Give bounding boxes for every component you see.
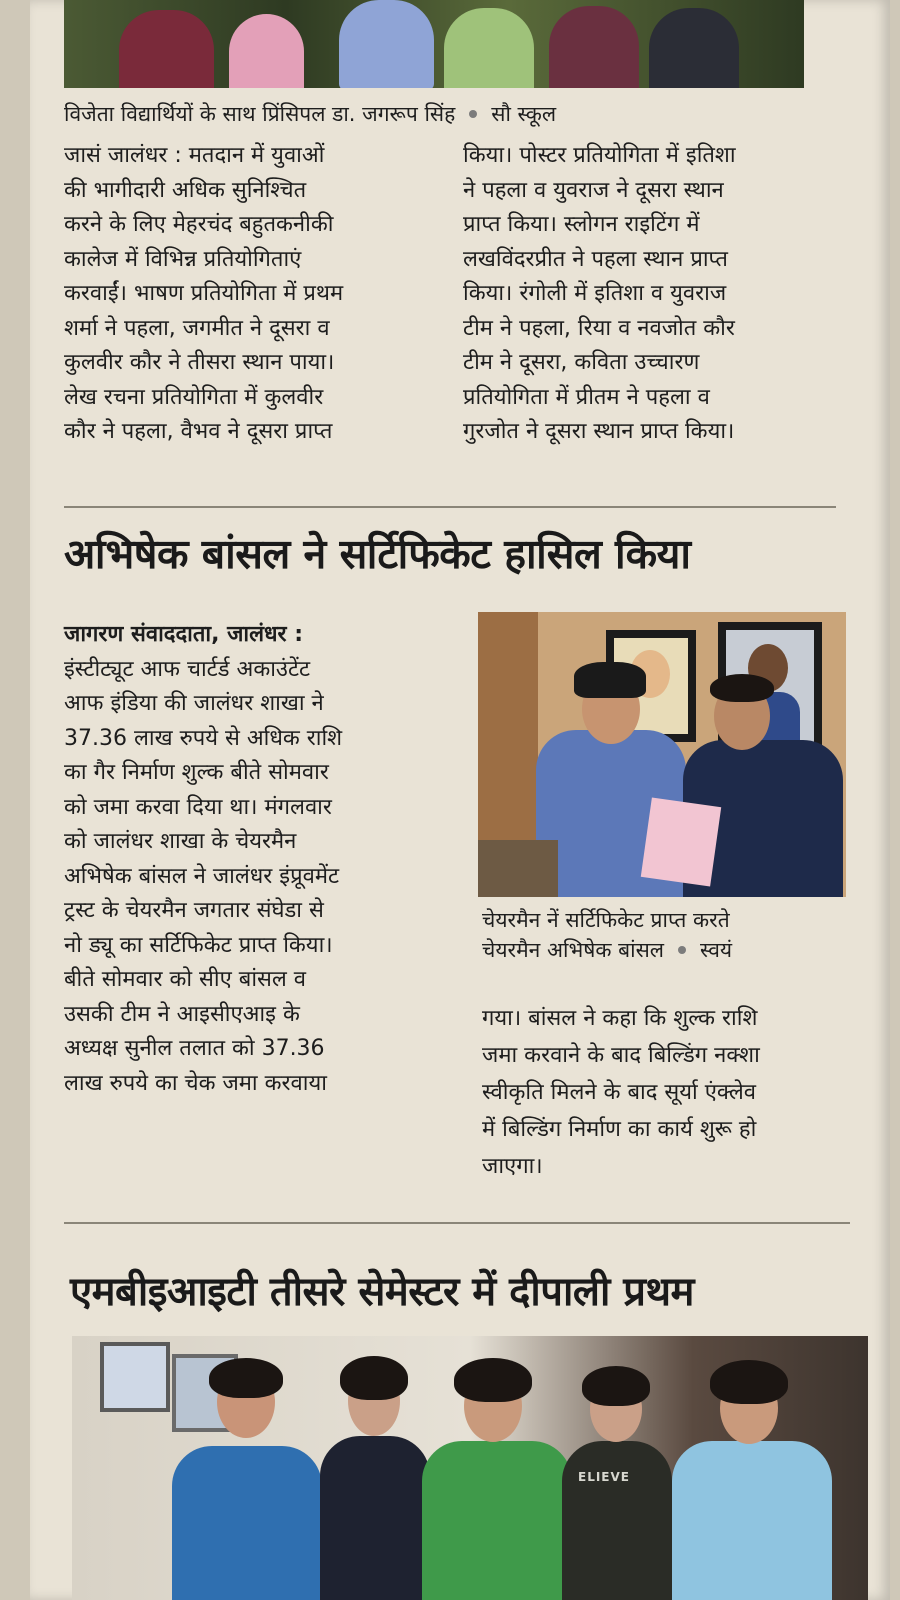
text-line: ने पहला व युवराज ने दूसरा स्थान [463, 177, 724, 203]
bullet-icon [678, 946, 686, 954]
text-line: किया। पोस्टर प्रतियोगिता में इतिशा [463, 143, 736, 168]
text-line: इंस्टीट्यूट आफ चार्टर्ड अकाउंटेंट [64, 656, 311, 682]
text-line: को जमा करवा दिया था। मंगलवार [64, 794, 332, 820]
text-line: शर्मा ने पहला, जगमीत ने दूसरा व [64, 315, 330, 341]
shirt-text: ELIEVE [578, 1470, 630, 1484]
text-line: गुरजोत ने दूसरा स्थान प्राप्त किया। [463, 419, 735, 444]
winners-photo [64, 0, 804, 88]
text-line: प्रतियोगिता में प्रीतम ने पहला व [463, 384, 710, 410]
text-line: लखविंदरप्रीत ने पहला स्थान प्राप्त [463, 246, 728, 272]
text-line: की भागीदारी अधिक सुनिश्चित [64, 177, 307, 203]
text-line: लाख रुपये का चेक जमा करवाया [64, 1070, 327, 1096]
text-line: ट्रस्ट के चेयरमैन जगतार संघेडा से [64, 898, 324, 923]
text-line: कौर ने पहला, वैभव ने दूसरा प्राप्त [64, 419, 333, 444]
text-line: में बिल्डिंग निर्माण का कार्य शुरू हो [482, 1117, 757, 1142]
caption-line: चेयरमैन अभिषेक बांसल [482, 938, 665, 962]
text-line: कालेज में विभिन्न प्रतियोगिताएं [64, 246, 302, 272]
headline: एमबीइआइटी तीसरे सेमेस्टर में दीपाली प्रथम [70, 1269, 694, 1315]
certificate [641, 798, 721, 887]
text-line: अभिषेक बांसल ने जालंधर इंप्रूवमेंट [64, 863, 340, 889]
story1-column-2 [463, 139, 843, 450]
headline: अभिषेक बांसल ने सर्टिफिकेट हासिल किया [64, 530, 691, 578]
text-line: लेख रचना प्रतियोगिता में कुलवीर [64, 384, 324, 410]
text-line: अध्यक्ष सुनील तलात को 37.36 [64, 1036, 325, 1061]
text-line: जाएगा। [482, 1154, 543, 1179]
text-line: बीते सोमवार को सीए बांसल व [64, 967, 307, 992]
certificate-photo [478, 612, 846, 897]
bullet-icon [469, 110, 477, 118]
text-line: का गैर निर्माण शुल्क बीते सोमवार [64, 760, 329, 785]
story2-column-1 [64, 618, 454, 1101]
text-line: जमा करवाने के बाद बिल्डिंग नक्शा [482, 1043, 760, 1068]
story1-column-1 [64, 139, 429, 450]
story2-column-2 [482, 1000, 842, 1185]
caption-text: विजेता विद्यार्थियों के साथ प्रिंसिपल डा. जगरूप सिंह [64, 102, 456, 126]
text-line: करने के लिए मेहरचंद बहुतकनीकी [64, 212, 334, 237]
section-divider [64, 1222, 850, 1224]
text-line: स्वीकृति मिलने के बाद सूर्या एंक्लेव [482, 1080, 757, 1105]
photo-caption [482, 905, 732, 965]
caption-line: चेयरमैन नें सर्टिफिकेट प्राप्त करते [482, 908, 730, 932]
text-line: प्राप्त किया। स्लोगन राइटिंग में [463, 212, 700, 237]
byline: जागरण संवाददाता, जालंधर : [64, 622, 304, 647]
wall-frame [100, 1342, 170, 1412]
text-line: टीम ने पहला, रिया व नवजोत कौर [463, 315, 735, 341]
text-line: जासं जालंधर : मतदान में युवाओं [64, 143, 325, 168]
photo-caption [64, 100, 556, 128]
students-photo [72, 1336, 868, 1600]
text-line: किया। रंगोली में इतिशा व युवराज [463, 281, 727, 306]
text-line: नो ड्यू का सर्टिफिकेट प्राप्त किया। [64, 932, 333, 958]
text-line: को जालंधर शाखा के चेयरमैन [64, 829, 297, 854]
text-line: करवाईं। भाषण प्रतियोगिता में प्रथम [64, 281, 344, 306]
text-line: 37.36 लाख रुपये से अधिक राशि [64, 725, 343, 751]
caption-credit: सौ स्कूल [491, 102, 557, 126]
text-line: टीम ने दूसरा, कविता उच्चारण [463, 350, 700, 375]
text-line: उसकी टीम ने आइसीएआइ के [64, 1001, 300, 1027]
text-line: कुलवीर कौर ने तीसरा स्थान पाया। [64, 350, 335, 375]
text-line: आफ इंडिया की जालंधर शाखा ने [64, 691, 324, 716]
caption-credit: स्वयं [700, 938, 733, 962]
section-divider [64, 506, 836, 508]
text-line: गया। बांसल ने कहा कि शुल्क राशि [482, 1006, 758, 1031]
